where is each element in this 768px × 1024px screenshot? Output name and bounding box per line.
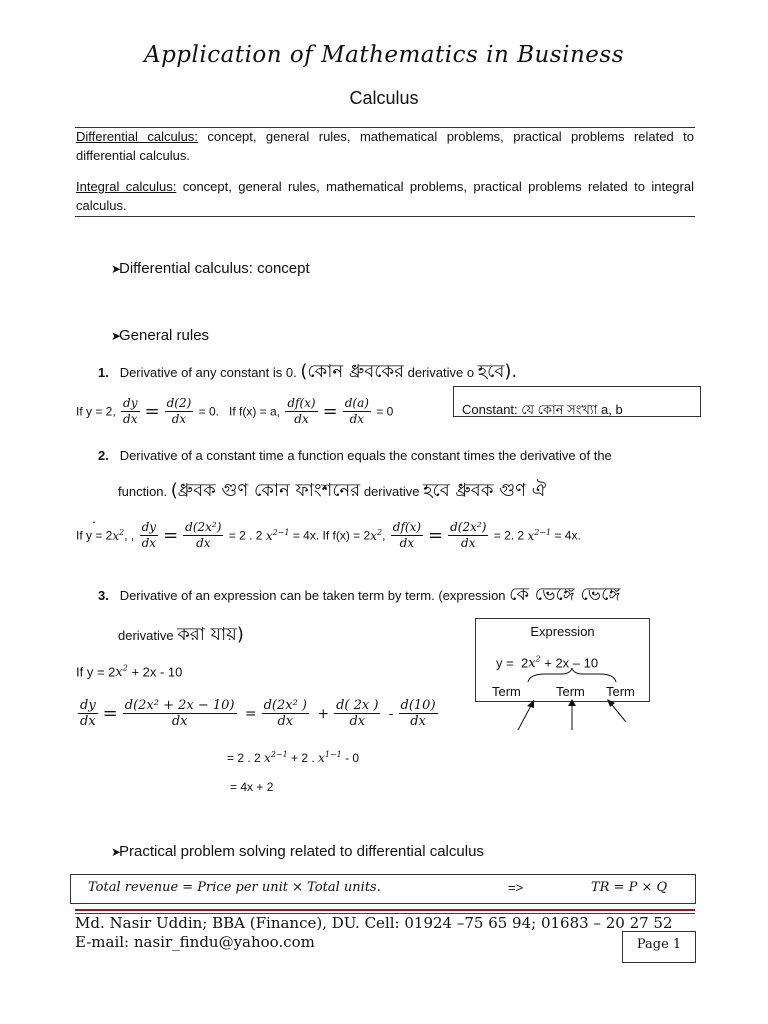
- fraction: $\frac{d( 2x )}{dx}$: [336, 698, 379, 729]
- fraction: $\frac{df(x)}{dx}$: [392, 520, 422, 550]
- section-rules: [111, 327, 209, 344]
- example-text: - 0: [341, 750, 360, 765]
- example-text: = 2. 2: [493, 528, 525, 543]
- example-text: If y = 2: [76, 528, 113, 543]
- example-3-derivative: $\frac{dy}{dx}$ = $\frac{\text{d(2x² + 2x − 10)}}{dx}$ = $\frac{\text{d(2x² )}}{dx}$ + $\frac{d( 2x )}{dx}$ - $\frac{d(10)}{dx}$: [80, 698, 436, 729]
- revenue-box: [70, 874, 696, 904]
- section-concept: [111, 260, 310, 277]
- fraction: $\frac{dy}{dx}$: [80, 698, 96, 729]
- example-text: = 2 . 2: [227, 750, 261, 765]
- rule-bengali: হবে ধ্রুবক গুণ ঐ: [423, 480, 547, 501]
- arrowhead-icon: [527, 700, 534, 708]
- divider: [75, 216, 695, 217]
- rule-text: derivative: [118, 628, 178, 643]
- example-text: = 0: [376, 404, 394, 419]
- arrowhead-icon: [568, 699, 576, 706]
- example-1: If y = 2, $\frac{dy}{dx}$ = $\frac{d(2)}{dx}$ = 0. If f(x) = a, $\frac{df(x)}{dx}$ = $\frac{d(a)}{dx}$ = 0: [76, 396, 394, 426]
- arrow-bullet-icon: ➤: [111, 262, 122, 276]
- arrow-bullet-icon: ➤: [111, 329, 122, 343]
- rule-1: [98, 357, 517, 388]
- fraction: $\frac{df(x)}{dx}$: [287, 396, 316, 426]
- syllabus-int-text: concept, general rules, mathematical problems, practical problems related to integral calculus.: [76, 179, 694, 213]
- example-2: If $y = 2x^2$, , $\frac{dy}{dx}$ = $\frac{\text{d(2x²)}}{dx}$ = 2 . 2 $x^{2-1} = 4x$. If $f(x) = 2x^2$, $\frac{df(x)}{dx}$ = $\frac{\text{d(2x²)}}{dx}$ = 2. 2 $x^{2-1} = 4x$.: [76, 520, 581, 550]
- brace-icon: [528, 668, 616, 682]
- footer-author: Md. Nasir Uddin; BBA (Finance), DU. Cell: 01924 –75 65 94; 01683 – 20 27 52: [75, 914, 673, 932]
- rule-bengali: কে ভেঙ্গে ভেঙ্গে: [509, 584, 621, 605]
- rule-number: 3.: [98, 588, 109, 603]
- term-label: Term: [492, 684, 521, 699]
- footer-rule: [75, 909, 695, 911]
- rule-number: 1.: [98, 365, 109, 380]
- rule-2-cont: [118, 476, 546, 507]
- page-number: Page 1: [636, 937, 682, 952]
- fraction: $\frac{dy}{dx}$: [123, 396, 138, 426]
- rule-text: function.: [118, 484, 171, 499]
- example-text: = 4x.: [554, 528, 581, 543]
- fraction: $\frac{d(2)}{dx}$: [166, 396, 192, 426]
- term-label: Term: [606, 684, 635, 699]
- implies-arrow: =>: [508, 880, 524, 895]
- rule-bengali: হবে).: [477, 361, 518, 382]
- rule-bengali: (ধ্রুবক গুণ কোন ফাংশনের: [170, 480, 361, 501]
- rule-text-mid: derivative: [360, 484, 424, 499]
- section-concept-label: Differential calculus: concept: [119, 260, 310, 277]
- example-text: If y = 2,: [76, 404, 116, 419]
- revenue-shorthand: TR = P × Q: [591, 880, 668, 895]
- syllabus-diff-label: Differential calculus:: [76, 129, 198, 144]
- example-3-line: If $y = 2x^2 + 2x - 10$: [76, 664, 183, 681]
- term-brace-arrows: [500, 668, 650, 748]
- syllabus-int-label: Integral calculus:: [76, 179, 177, 194]
- example-text: ,: [382, 528, 386, 543]
- rule-bengali: করা যায়): [177, 624, 244, 645]
- arrow-bullet-icon: ➤: [111, 845, 122, 859]
- rule-bengali: (কোন ধ্রুবকের: [300, 361, 404, 382]
- example-text: If y = 2: [76, 664, 116, 680]
- example-text: , ,: [124, 528, 135, 543]
- example-text: + 2 .: [287, 750, 315, 765]
- example-text: If f(x) = a,: [229, 404, 281, 419]
- revenue-formula: Total revenue = Price per unit × Total units.: [88, 880, 381, 895]
- page-number-box: [622, 931, 696, 963]
- fraction: $\frac{\text{d(2x² + 2x − 10)}}{dx}$: [124, 698, 235, 729]
- fraction: $\frac{d(10)}{dx}$: [400, 698, 436, 729]
- fraction: $\frac{\text{d(2x²)}}{dx}$: [185, 520, 222, 550]
- expression-equation: $y = 2x^2 + 2x - 10$: [496, 655, 599, 672]
- syllabus-differential: [76, 127, 694, 165]
- fraction: $\frac{\text{d(2x²)}}{dx}$: [450, 520, 487, 550]
- syllabus-diff-text: concept, general rules, mathematical problems, practical problems related to differential calculus.: [76, 129, 694, 163]
- expression-title: Expression: [530, 624, 595, 639]
- rule-text: Derivative of a constant time a function equals the constant times the derivative of the: [119, 448, 612, 463]
- example-text: = 2 . 2: [228, 528, 263, 543]
- term-label: Term: [556, 684, 585, 699]
- rule-text: Derivative of any constant is 0.: [119, 365, 301, 380]
- rule-text: Derivative of an expression can be taken term by term. (expression: [119, 588, 510, 603]
- rule-3: [98, 580, 620, 611]
- stray-dot: .: [92, 510, 96, 526]
- page-subtitle: Calculus: [349, 88, 419, 108]
- example-3-step1: = 2 . 2 $x^{2-1} + 2$ . $x^{1-1} - 0$: [227, 750, 360, 766]
- syllabus-integral: [76, 177, 694, 215]
- rule-2: [98, 448, 612, 463]
- example-3-step2: = 4x + 2: [230, 780, 274, 794]
- fraction: $\frac{d(a)}{dx}$: [344, 396, 369, 426]
- fraction: $\frac{\text{d(2x² )}}{dx}$: [263, 698, 308, 729]
- example-text: = 4x. If f(x) = 2: [292, 528, 371, 543]
- section-rules-label: General rules: [119, 327, 210, 344]
- page-title: Application of Mathematics in Business: [143, 42, 625, 68]
- fraction: $\frac{dy}{dx}$: [141, 520, 157, 550]
- constant-text: Constant: যে কোন সংখ্যা a, b: [462, 402, 623, 417]
- footer-email: E-mail: nasir_findu@yahoo.com: [75, 933, 315, 951]
- rule-text-mid: derivative o: [403, 365, 478, 380]
- section-practical-label: Practical problem solving related to differential calculus: [119, 843, 484, 860]
- rule-number: 2.: [98, 448, 109, 463]
- rule-3-cont: [118, 620, 244, 651]
- section-practical: [111, 843, 484, 860]
- arrowhead-icon: [607, 699, 615, 707]
- constant-box: [453, 386, 701, 417]
- example-text: = 0.: [198, 404, 219, 419]
- example-text: + 2x - 10: [127, 664, 183, 680]
